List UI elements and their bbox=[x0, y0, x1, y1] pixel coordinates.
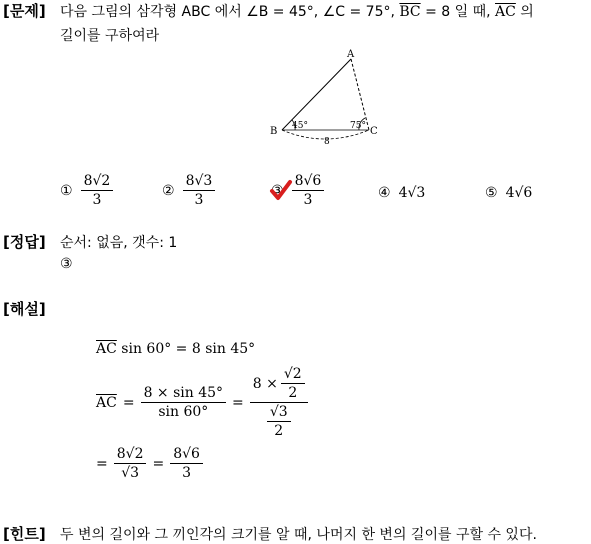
explain-eq-3-frac-2 bbox=[170, 446, 203, 481]
choice-2-denominator: 3 bbox=[194, 192, 204, 208]
explain-ac-1: $\overline{AC}$ bbox=[96, 341, 117, 357]
choice-3[interactable] bbox=[271, 173, 324, 208]
equals-sign: = bbox=[122, 394, 135, 411]
inner-num-top: √2 bbox=[281, 366, 305, 384]
explain-label: [해설] bbox=[3, 300, 46, 318]
explain-eq-3-den-1: √3 bbox=[121, 465, 140, 481]
choice-4-mark: ④ bbox=[378, 185, 391, 201]
choice-3-mark bbox=[271, 183, 284, 199]
explain-eq-2-frac-1 bbox=[141, 385, 226, 420]
inner-den-top: √3 bbox=[267, 404, 291, 422]
explain-ac-2: $\overline{AC}$ bbox=[96, 394, 117, 411]
explain-eq-2-num: 8 × sin 45° bbox=[141, 385, 226, 403]
question-part-2: = 8 일 때, bbox=[420, 4, 496, 20]
vertex-a-label: A bbox=[347, 49, 355, 60]
explain-eq-3-den-2: 3 bbox=[182, 465, 192, 481]
choice-2-numerator: 8√3 bbox=[183, 173, 216, 191]
vertex-b-label: B bbox=[270, 126, 278, 137]
explain-eq-1-rest: sin 60° = 8 sin 45° bbox=[116, 341, 256, 357]
equals-sign: = bbox=[232, 394, 244, 411]
choice-1-fraction bbox=[81, 173, 114, 208]
problem-label: [문제] bbox=[3, 2, 46, 20]
triangle-figure bbox=[265, 44, 385, 144]
ac-segment: $\overline{AC}$ bbox=[495, 4, 516, 20]
explain-eq-2-frac-2 bbox=[250, 366, 308, 439]
angle-c-label: 75° bbox=[350, 121, 366, 131]
explain-eq-3-frac-1 bbox=[114, 446, 147, 481]
bc-segment: $\overline{BC}$ bbox=[399, 4, 421, 20]
explain-eq-3 bbox=[96, 446, 203, 481]
answer-value: ③ bbox=[60, 256, 73, 272]
choice-1-numerator: 8√2 bbox=[81, 173, 114, 191]
question-line-1 bbox=[60, 1, 534, 21]
inner-den-bottom: 2 bbox=[274, 423, 284, 439]
choice-3-fraction bbox=[292, 173, 325, 208]
choice-3-numerator: 8√6 bbox=[292, 173, 325, 191]
choice-2-fraction bbox=[183, 173, 216, 208]
explain-eq-3-num-1: 8√2 bbox=[114, 446, 147, 464]
explain-eq-2-inner-frac-den bbox=[267, 404, 291, 439]
explain-eq-2-den: sin 60° bbox=[158, 404, 209, 420]
choice-3-denominator: 3 bbox=[303, 192, 313, 208]
vertex-c-label: C bbox=[370, 126, 378, 137]
choice-2[interactable] bbox=[162, 173, 215, 208]
explain-eq-2-den2 bbox=[264, 403, 294, 439]
explain-eq-1 bbox=[96, 341, 255, 357]
choice-3-mark-text: ③ bbox=[271, 182, 284, 199]
equals-sign: = bbox=[152, 455, 165, 472]
explain-eq-2 bbox=[96, 366, 308, 439]
explain-eq-3-num-2: 8√6 bbox=[170, 446, 203, 464]
answer-label: [정답] bbox=[3, 233, 46, 251]
choice-2-mark: ② bbox=[162, 182, 175, 199]
hint-label: [힌트] bbox=[3, 525, 46, 543]
angle-b-label: 45° bbox=[292, 121, 308, 131]
question-line-2: 길이를 구하여라 bbox=[60, 28, 160, 44]
hint-text: 두 변의 길이와 그 끼인각의 크기를 알 때, 나머지 한 변의 길이를 구할 수 있다. bbox=[60, 527, 537, 543]
equals-sign: = bbox=[96, 455, 108, 472]
checkmark-icon bbox=[269, 179, 293, 201]
choice-1-mark: ① bbox=[60, 182, 73, 199]
explain-eq-2-num2-text: 8 × bbox=[252, 375, 278, 392]
inner-num-bottom: 2 bbox=[288, 385, 298, 401]
choice-5-mark: ⑤ bbox=[485, 185, 498, 201]
choice-1-denominator: 3 bbox=[92, 192, 102, 208]
explain-eq-2-num2 bbox=[250, 366, 308, 403]
choice-1[interactable] bbox=[60, 173, 113, 208]
explain-eq-2-inner-frac-num bbox=[281, 366, 305, 401]
choice-4[interactable] bbox=[378, 185, 425, 201]
choice-5-expr: 4√6 bbox=[505, 185, 533, 201]
answer-meta: 순서: 없음, 갯수: 1 bbox=[60, 235, 178, 251]
choice-5[interactable] bbox=[485, 185, 532, 201]
side-length-label: 8 bbox=[324, 137, 330, 144]
choice-4-expr: 4√3 bbox=[398, 185, 426, 201]
question-part-3: 의 bbox=[515, 4, 534, 20]
question-part-1: 다음 그림의 삼각형 ABC 에서 ∠B = 45°, ∠C = 75°, bbox=[60, 4, 400, 20]
